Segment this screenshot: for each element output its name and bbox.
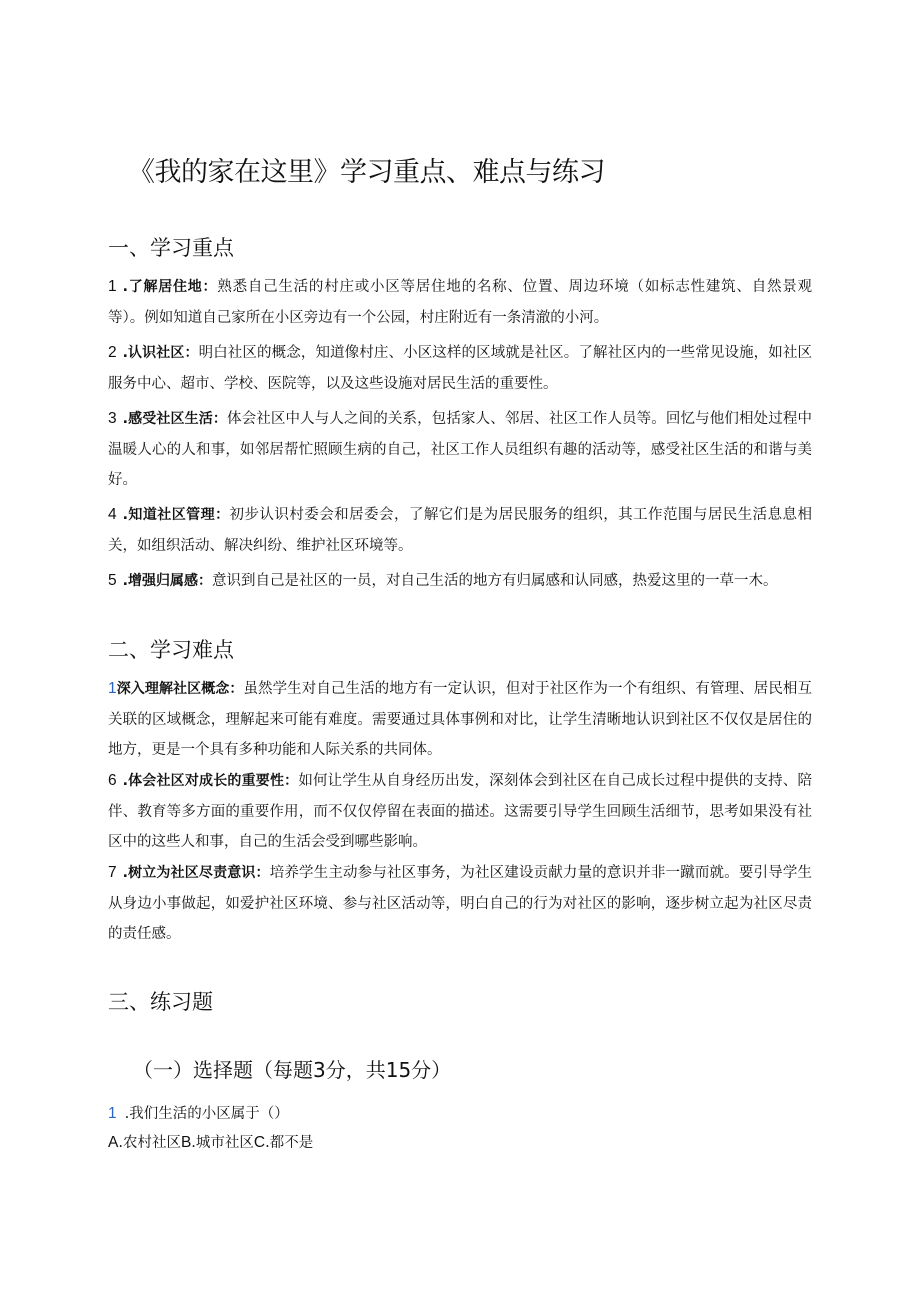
section-heading-difficulties: 二、学习难点 bbox=[108, 638, 234, 662]
item-text: 虽然学生对自己生活的地方有一定认识，但对于社区作为一个有组织、有管理、居民相互关联的区域概念，理解起来可能有难度。需要通过具体事例和对比，让学生清晰地认识到社区不仅仅是居住的地方，更是一个具有多种功能和人际关系的共同体。 bbox=[108, 681, 813, 758]
difficulty-item bbox=[108, 766, 812, 858]
question-number: 1 bbox=[108, 1105, 117, 1122]
item-number: 7 bbox=[108, 864, 117, 881]
item-number: 5 bbox=[108, 572, 117, 589]
item-label: 深入理解社区概念： bbox=[116, 681, 244, 697]
item-text: 如何让学生从自身经历出发，深刻体会到社区在自己成长过程中提供的支持、陪伴、教育等多方面的重要作用，而不仅仅停留在表面的描述。这需要引导学生回顾生活细节，思考如果没有社区中的这些人和事，自己的生活会受到哪些影响。 bbox=[108, 773, 812, 850]
item-text: 体会社区中人与人之间的关系，包括家人、邻居、社区工作人员等。回忆与他们相处过程中温暖人心的人和事，如邻居帮忙照顾生病的自己，社区工作人员组织有趣的活动等，感受社区生活的和谐与美好。 bbox=[108, 411, 812, 488]
key-point-item bbox=[108, 404, 812, 496]
item-text: 熟悉自己生活的村庄或小区等居住地的名称、位置、周边环境（如标志性建筑、自然景观等）。例如知道自己家所在小区旁边有一个公园，村庄附近有一条清澈的小河。 bbox=[108, 279, 812, 326]
difficulty-item bbox=[108, 674, 812, 766]
question-text: .我们生活的小区属于（） bbox=[124, 1106, 289, 1122]
item-text: 明白社区的概念，知道像村庄、小区这样的区域就是社区。了解社区内的一些常见设施，如社区服务中心、超市、学校、医院等，以及这些设施对居民生活的重要性。 bbox=[108, 345, 812, 392]
option-letter: A bbox=[108, 1134, 119, 1151]
item-number: 1 bbox=[108, 278, 117, 295]
item-label: .知道社区管理： bbox=[122, 507, 230, 523]
item-label: .感受社区生活： bbox=[122, 411, 227, 427]
item-text: 培养学生主动参与社区事务，为社区建设贡献力量的意识并非一蹴而就。要引导学生从身边小事做起，如爱护社区环境、参与社区活动等，明白自己的行为对社区的影响，逐步树立起为社区尽责的责任感。 bbox=[108, 865, 812, 942]
key-point-item bbox=[108, 500, 812, 561]
item-label: .了解居住地： bbox=[122, 279, 218, 295]
item-label: .认识社区： bbox=[122, 345, 199, 361]
item-number: 6 bbox=[108, 772, 117, 789]
question-1-options bbox=[108, 1131, 313, 1152]
item-text: 意识到自己是社区的一员，对自己生活的地方有归属感和认同感，热爱这里的一草一木。 bbox=[211, 573, 778, 589]
option-letter: C bbox=[253, 1134, 266, 1151]
difficulty-item bbox=[108, 858, 812, 950]
section-heading-key-points: 一、学习重点 bbox=[108, 236, 234, 260]
item-label: .树立为社区尽责意识： bbox=[122, 865, 270, 881]
option-a[interactable] bbox=[108, 1135, 181, 1151]
option-b[interactable] bbox=[181, 1135, 254, 1151]
document-title: 《我的家在这里》学习重点、难点与练习 bbox=[128, 157, 605, 188]
item-number: 2 bbox=[108, 344, 117, 361]
item-label: .增强归属感： bbox=[122, 573, 212, 589]
option-letter: B bbox=[180, 1134, 192, 1151]
section-heading-exercises: 三、练习题 bbox=[108, 990, 213, 1014]
key-point-item bbox=[108, 338, 812, 399]
option-c[interactable] bbox=[254, 1135, 313, 1151]
item-text: 初步认识村委会和居委会，了解它们是为居民服务的组织，其工作范围与居民生活息息相关，如组织活动、解决纠纷、维护社区环境等。 bbox=[108, 507, 813, 554]
option-text: .城市社区 bbox=[191, 1135, 254, 1151]
item-number: 1 bbox=[108, 680, 117, 697]
item-number: 3 bbox=[108, 410, 117, 427]
option-text: .都不是 bbox=[265, 1135, 314, 1151]
item-number: 4 bbox=[108, 506, 117, 523]
item-label: .体会社区对成长的重要性： bbox=[122, 773, 299, 789]
question-1 bbox=[108, 1102, 289, 1123]
subsection-heading-multiple-choice: （一）选择题（每题3分，共15分） bbox=[133, 1058, 452, 1082]
key-point-item bbox=[108, 566, 812, 597]
key-point-item bbox=[108, 272, 812, 333]
option-text: .农村社区 bbox=[118, 1135, 181, 1151]
